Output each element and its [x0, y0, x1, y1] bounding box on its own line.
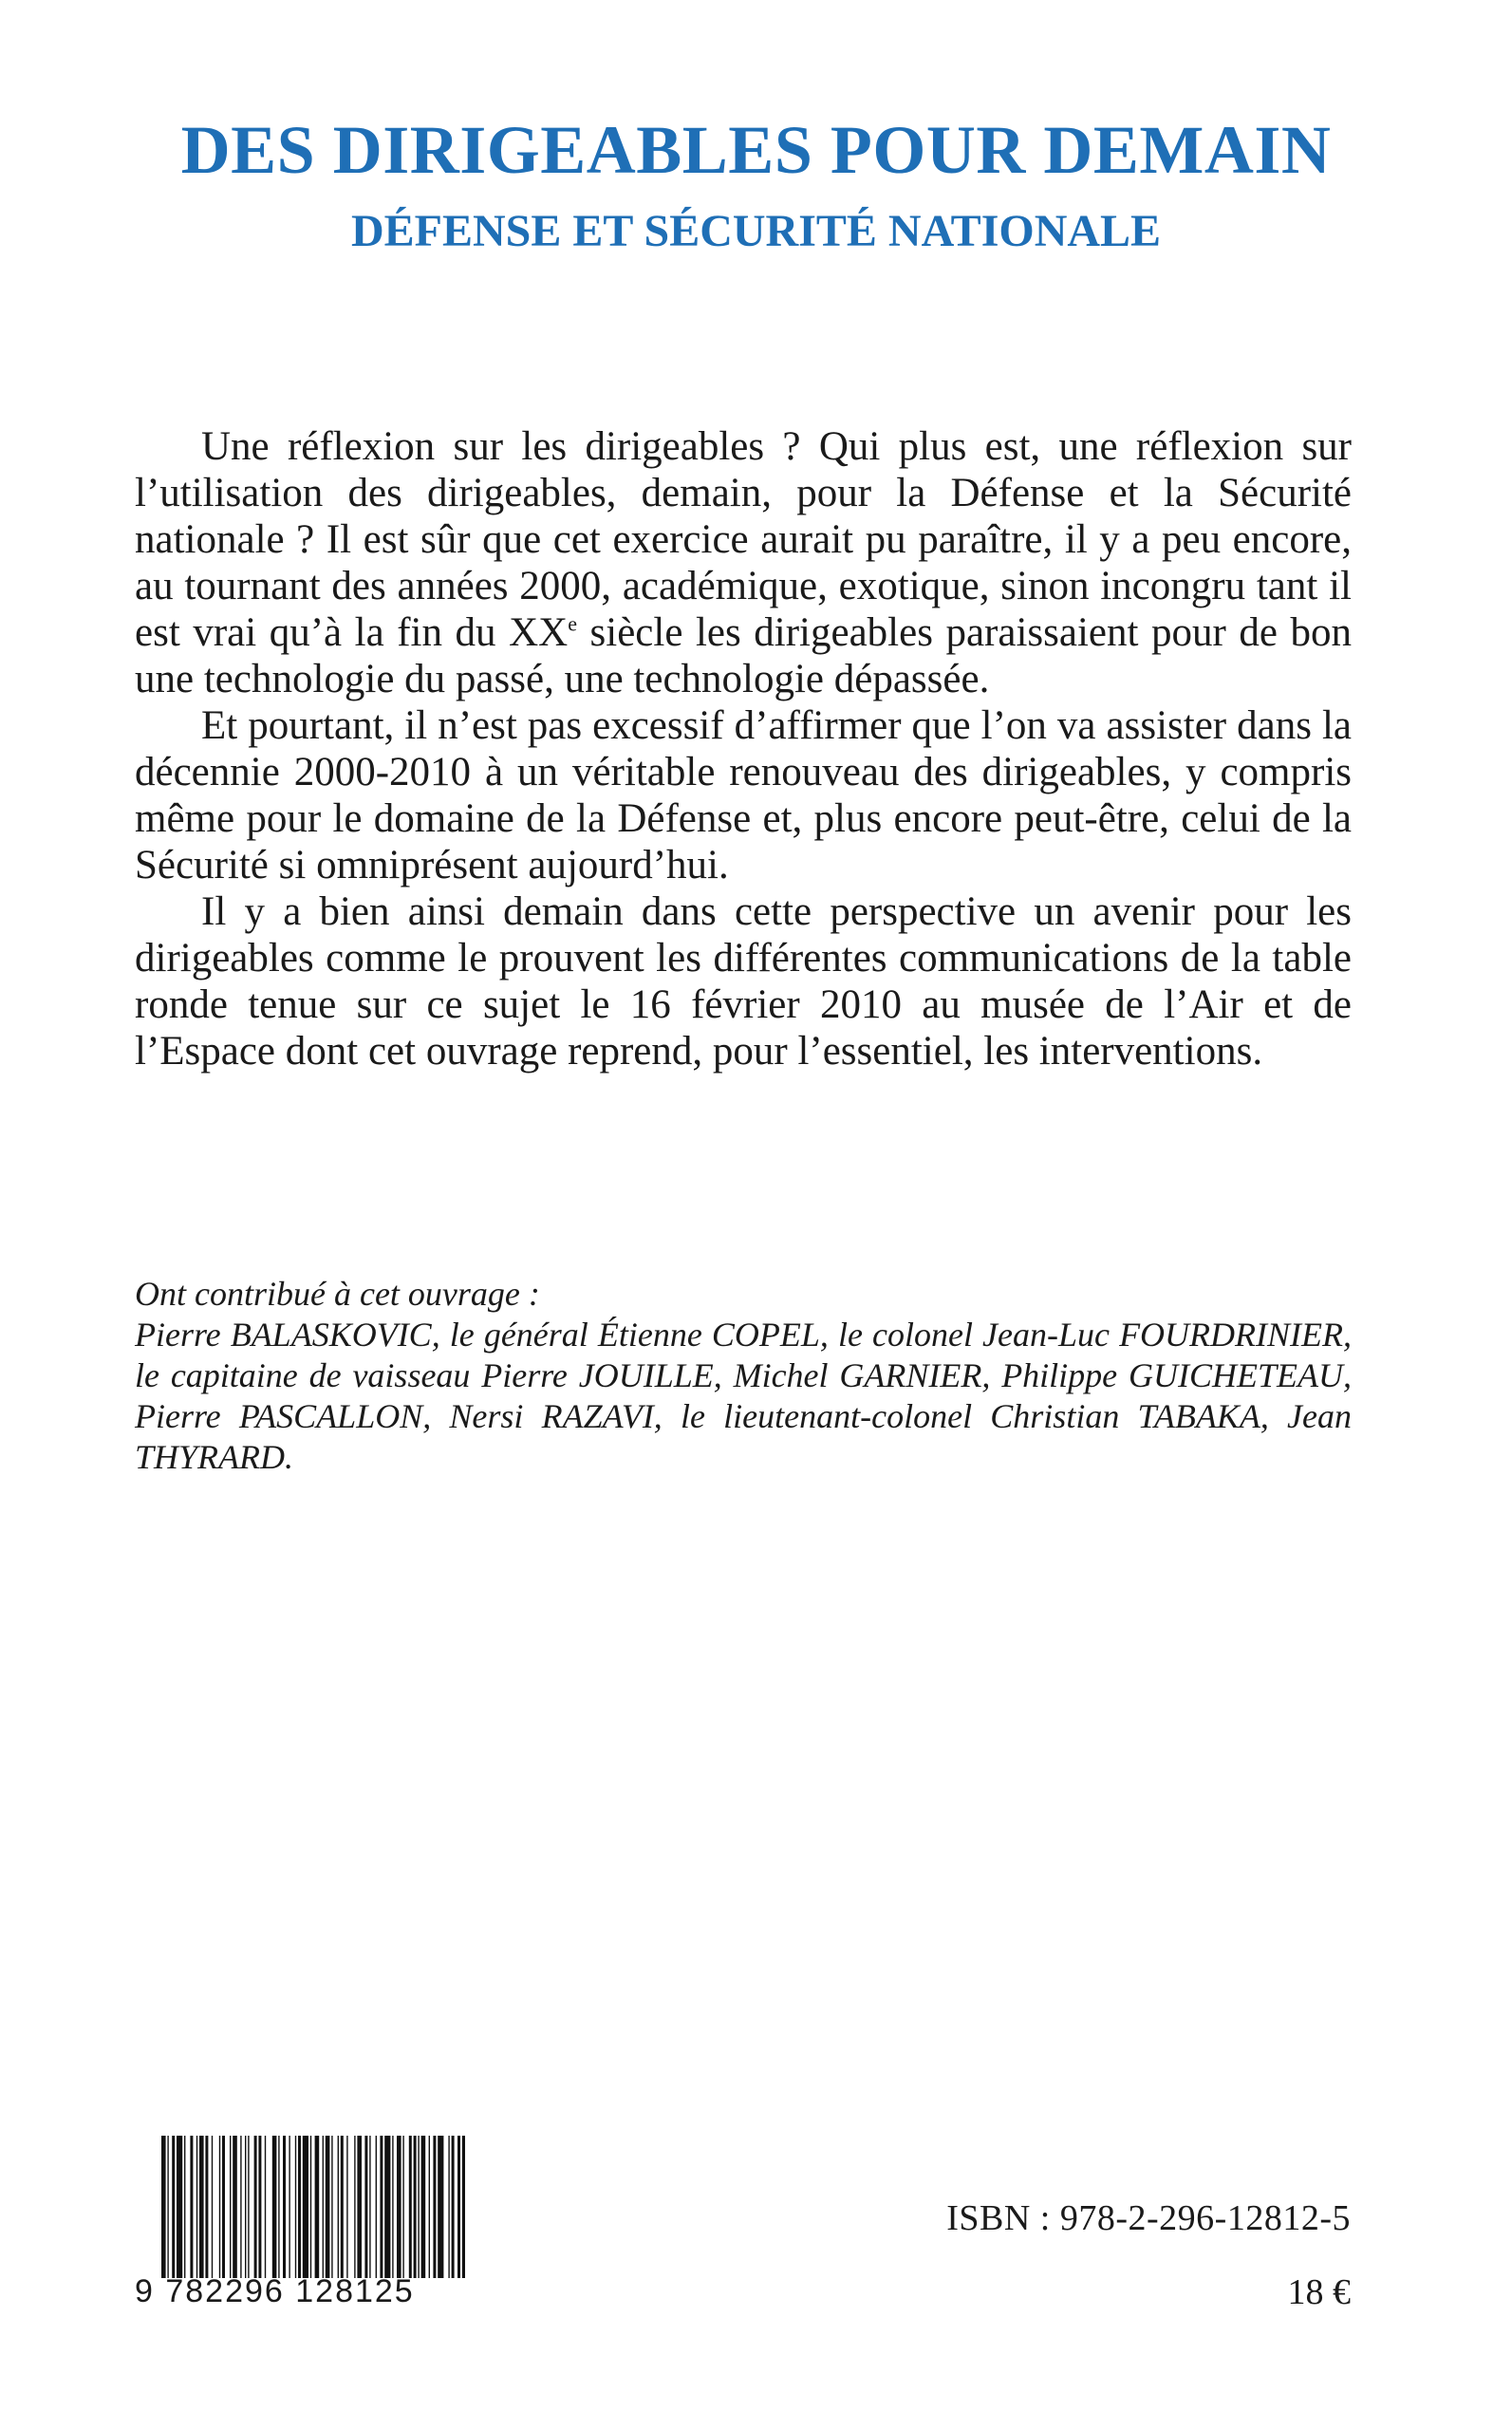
barcode-bar [448, 2136, 449, 2278]
barcode-bar [199, 2136, 204, 2278]
barcode-bar [315, 2136, 320, 2278]
barcode-bar [369, 2136, 370, 2278]
contributors-names: Pierre BALASKOVIC, le général Étienne COPEL, le colonel Jean-Luc FOURDRINIER, le capitaine de vaisseau Pierre JOUILLE, Michel GARNIER, Philippe GUICHETEAU, Pierre PASCALLON, Nersi RAZAVI, le lieutenant-colonel Christian TABAKA, Jean THYRARD. [135, 1316, 1352, 1476]
contributors-label: Ont contribué à cet ouvrage : [135, 1275, 540, 1313]
barcode-bar [331, 2136, 332, 2278]
barcode-bar [219, 2136, 220, 2278]
barcode-bar [421, 2136, 426, 2278]
barcode-bar [295, 2136, 296, 2278]
barcode-bar [392, 2136, 393, 2278]
barcode-bar [283, 2136, 286, 2278]
barcode-bar [433, 2136, 436, 2278]
barcode-digits: 9 782296 128125 [135, 2273, 415, 2309]
barcode-bar [303, 2136, 308, 2278]
book-title: DES DIRIGEABLES POUR DEMAIN [180, 112, 1332, 188]
isbn-number: ISBN : 978-2-296-12812-5 [946, 2198, 1351, 2238]
blurb-paragraph-1-end: siècle les dirigeables paraissaient pour de bon une technologie du passé, une technologie dépassée. [135, 610, 1352, 701]
barcode-bar [161, 2136, 166, 2278]
barcode-bar [429, 2136, 430, 2278]
blurb-paragraph-1 [135, 423, 1352, 702]
barcode-bar [457, 2136, 460, 2278]
barcode-bar [222, 2136, 225, 2278]
price: 18 € [1287, 2272, 1351, 2312]
century-superscript: e [568, 611, 577, 636]
barcode-bar [414, 2136, 417, 2278]
barcode-bar [248, 2136, 249, 2278]
barcode-bar [205, 2136, 208, 2278]
barcode-bar [177, 2136, 182, 2278]
barcode-bar [384, 2136, 390, 2278]
blurb-paragraph-3: Il y a bien ainsi demain dans cette perspective un avenir pour les dirigeables comme le prouvent les différentes communications de la table ronde tenue sur ce sujet le 16 février 2010 au musée de l’Air et de l’Espace dont cet ouvrage reprend, pour l’essentiel, les interventions. [135, 889, 1352, 1074]
barcode-bar [341, 2136, 344, 2278]
barcode-bar [265, 2136, 266, 2278]
barcode-bar [402, 2136, 403, 2278]
barcode-bar [323, 2136, 324, 2278]
barcode-bar [326, 2136, 330, 2278]
contributors-section [135, 1274, 1352, 1478]
barcode-bar [462, 2136, 465, 2278]
barcode-bar [452, 2136, 455, 2278]
barcode-bar [172, 2136, 175, 2278]
barcode [161, 2136, 465, 2278]
barcode-bar [196, 2136, 197, 2278]
back-cover-blurb [135, 423, 1352, 1074]
barcode-bar [380, 2136, 383, 2278]
book-subtitle: DÉFENSE ET SÉCURITÉ NATIONALE [350, 206, 1162, 256]
barcode-bar [230, 2136, 231, 2278]
barcode-bar [338, 2136, 339, 2278]
barcode-bar [298, 2136, 301, 2278]
blurb-paragraph-2: Et pourtant, il n’est pas excessif d’affirmer que l’on va assister dans la décennie 2000-2010 à un véritable renouveau des dirigeables, y compris même pour le domaine de la Défense et, plus encore peut-être, celui de la Sécurité si omniprésent aujourd’hui. [135, 703, 1352, 887]
barcode-bar [346, 2136, 347, 2278]
barcode-bar [310, 2136, 311, 2278]
barcode-icon [161, 2136, 465, 2278]
barcode-bar [397, 2136, 401, 2278]
barcode-bar [233, 2136, 237, 2278]
barcode-bar [212, 2136, 213, 2278]
barcode-bar [184, 2136, 185, 2278]
barcode-bar [409, 2136, 412, 2278]
barcode-bar [258, 2136, 261, 2278]
barcode-bar [254, 2136, 257, 2278]
barcode-bar [190, 2136, 193, 2278]
barcode-bar [418, 2136, 419, 2278]
blurb-paragraph-1-start: Une réflexion sur les dirigeables ? Qui plus est, une réflexion sur l’utilisation des dirigeables, demain, pour la Défense et la Sécurité nationale ? Il est sûr que cet exercice aurait pu paraître, il y a peu encore, au tournant des années 2000, académique, exotique, sinon incongru tant il est vrai qu’à la fin du XX [135, 424, 1352, 655]
barcode-bar [376, 2136, 377, 2278]
barcode-bar [354, 2136, 355, 2278]
barcode-bar [272, 2136, 277, 2278]
barcode-bar [364, 2136, 367, 2278]
barcode-bar [245, 2136, 246, 2278]
barcode-bar [357, 2136, 362, 2278]
barcode-bar [438, 2136, 443, 2278]
barcode-bar [240, 2136, 241, 2278]
barcode-bar [278, 2136, 279, 2278]
barcode-bar [167, 2136, 168, 2278]
